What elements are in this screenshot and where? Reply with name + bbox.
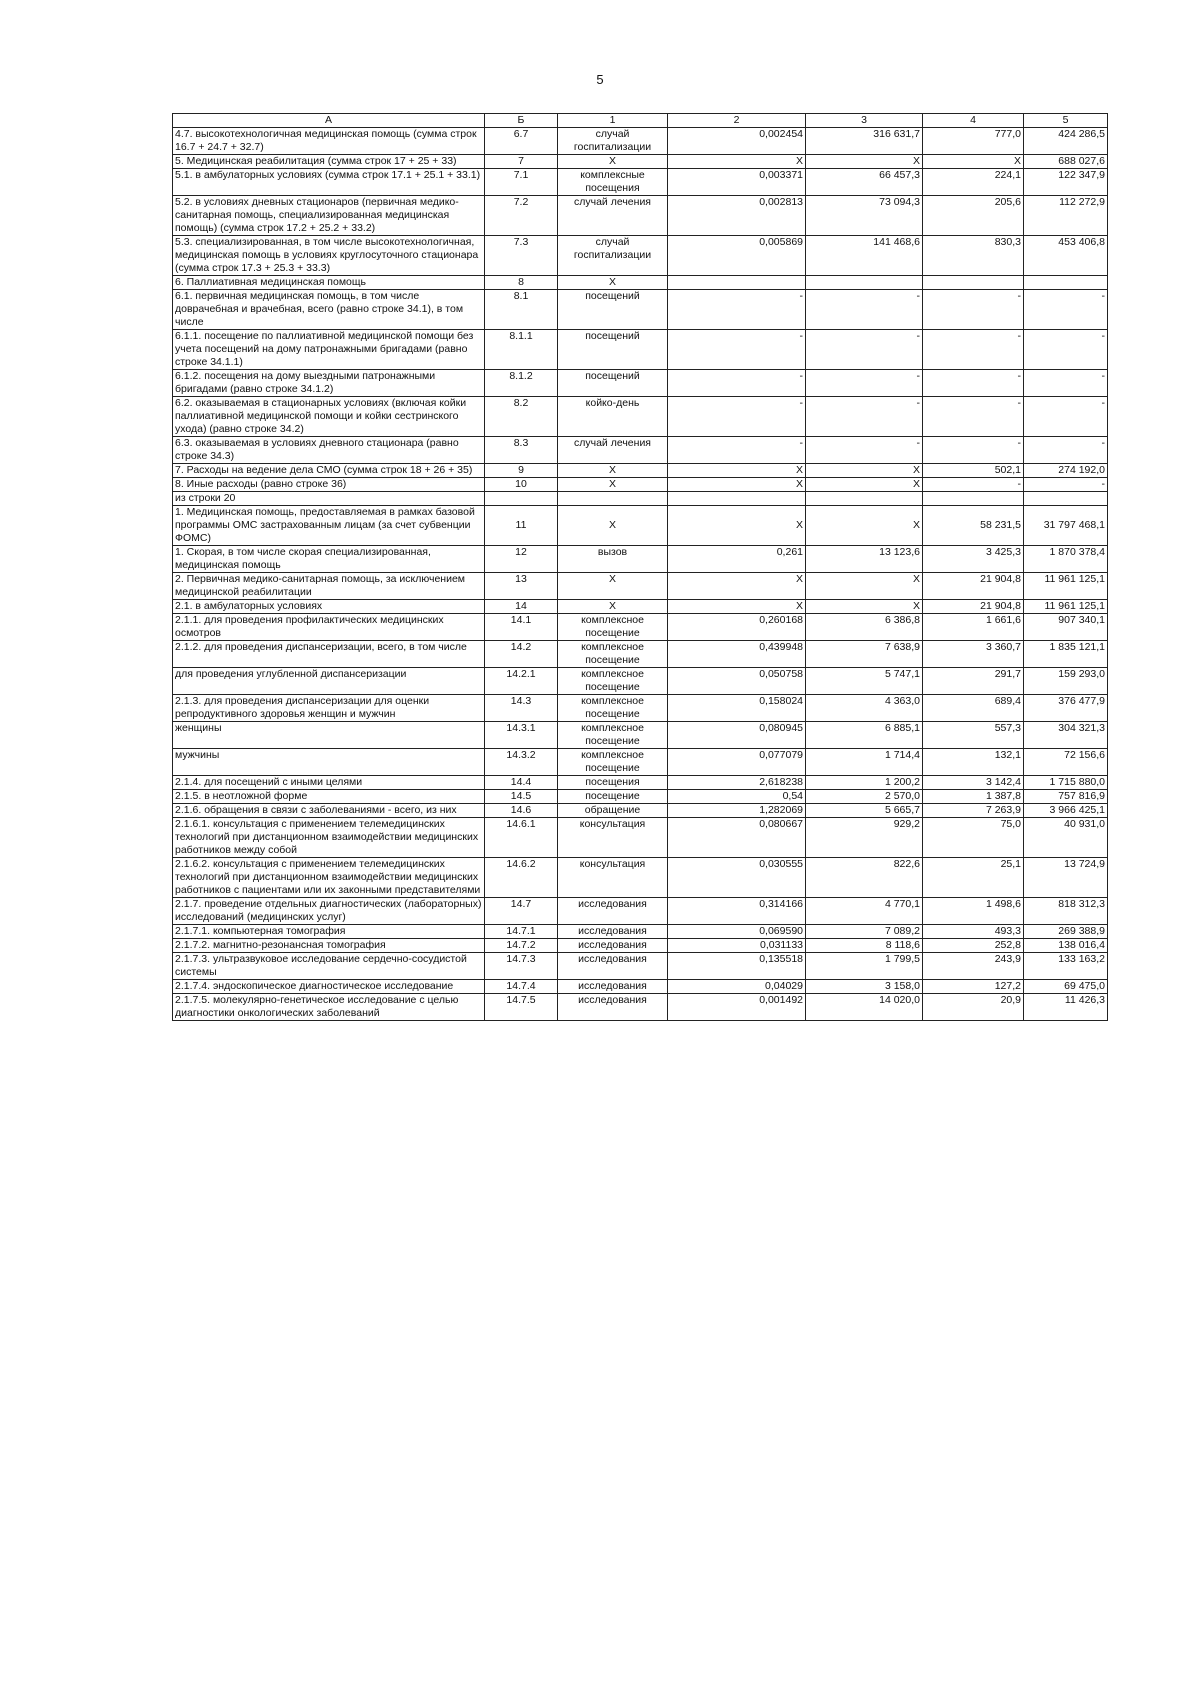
cell-col-5: 11 961 125,1 <box>1024 573 1108 600</box>
cell-row-code: 10 <box>485 478 558 492</box>
table-row <box>173 818 1108 858</box>
cell-col-4: - <box>923 290 1024 330</box>
cell-row-code: 14.6.1 <box>485 818 558 858</box>
cell-col-4: 291,7 <box>923 668 1024 695</box>
cell-description: 6.1.1. посещение по паллиативной медицинской помощи без учета посещений на дому патронажными бригадами (равно строке 34.1.1) <box>173 330 485 370</box>
cell-unit: случай госпитализации <box>558 236 668 276</box>
cell-col-4: - <box>923 370 1024 397</box>
table-row <box>173 994 1108 1021</box>
cell-row-code: 8.1 <box>485 290 558 330</box>
cell-col-5: 159 293,0 <box>1024 668 1108 695</box>
cell-col-4: 127,2 <box>923 980 1024 994</box>
cell-unit: исследования <box>558 925 668 939</box>
cell-col-4: 224,1 <box>923 169 1024 196</box>
cell-col-4: 1 387,8 <box>923 790 1024 804</box>
table-row <box>173 804 1108 818</box>
table-row <box>173 397 1108 437</box>
cell-col-4: 20,9 <box>923 994 1024 1021</box>
data-table <box>172 113 1108 1021</box>
cell-col-5: 274 192,0 <box>1024 464 1108 478</box>
cell-row-code: 14.3.2 <box>485 749 558 776</box>
cell-col-4: 21 904,8 <box>923 573 1024 600</box>
cell-row-code: 14.6.2 <box>485 858 558 898</box>
table-row <box>173 492 1108 506</box>
cell-col-5: 688 027,6 <box>1024 155 1108 169</box>
cell-col-3: Х <box>806 478 923 492</box>
cell-col-2: 0,001492 <box>668 994 806 1021</box>
cell-col-4: 830,3 <box>923 236 1024 276</box>
cell-col-4: Х <box>923 155 1024 169</box>
table-row <box>173 898 1108 925</box>
cell-description: 6.1.2. посещения на дому выездными патронажными бригадами (равно строке 34.1.2) <box>173 370 485 397</box>
cell-col-2: 0,005869 <box>668 236 806 276</box>
cell-description: 5.2. в условиях дневных стационаров (первичная медико-санитарная помощь, специализированная медицинская помощь) (сумма строк 17.2 + 25.2 + 33.2) <box>173 196 485 236</box>
cell-col-2: - <box>668 290 806 330</box>
cell-unit: посещений <box>558 290 668 330</box>
cell-col-3: - <box>806 397 923 437</box>
cell-description: 2.1.4. для посещений с иными целями <box>173 776 485 790</box>
cell-unit: случай лечения <box>558 196 668 236</box>
cell-col-2: 0,439948 <box>668 641 806 668</box>
cell-row-code: 7.1 <box>485 169 558 196</box>
cell-col-5 <box>1024 276 1108 290</box>
cell-col-5: 11 961 125,1 <box>1024 600 1108 614</box>
table-row <box>173 478 1108 492</box>
cell-description: 6.2. оказываемая в стационарных условиях (включая койки паллиативной медицинской помощи и койки сестринского ухода) (равно строке 34.2) <box>173 397 485 437</box>
cell-description: 2.1.7.5. молекулярно-генетическое исследование с целью диагностики онкологических заболеваний <box>173 994 485 1021</box>
cell-col-2: Х <box>668 506 806 546</box>
table-row <box>173 953 1108 980</box>
cell-col-3: Х <box>806 600 923 614</box>
cell-row-code: 11 <box>485 506 558 546</box>
cell-col-3: 5 665,7 <box>806 804 923 818</box>
cell-row-code: 14.7.1 <box>485 925 558 939</box>
cell-col-4: 252,8 <box>923 939 1024 953</box>
cell-col-2: 0,002813 <box>668 196 806 236</box>
cell-description: из строки 20 <box>173 492 485 506</box>
table-row <box>173 614 1108 641</box>
cell-col-4: 58 231,5 <box>923 506 1024 546</box>
table-row <box>173 600 1108 614</box>
cell-unit: вызов <box>558 546 668 573</box>
cell-unit: исследования <box>558 898 668 925</box>
table-row <box>173 437 1108 464</box>
cell-col-2: 0,158024 <box>668 695 806 722</box>
cell-col-3: 14 020,0 <box>806 994 923 1021</box>
cell-col-3: 4 770,1 <box>806 898 923 925</box>
cell-unit: обращение <box>558 804 668 818</box>
cell-col-2: - <box>668 437 806 464</box>
cell-row-code: 8.3 <box>485 437 558 464</box>
cell-col-2: Х <box>668 600 806 614</box>
cell-col-3: - <box>806 290 923 330</box>
cell-col-3: 13 123,6 <box>806 546 923 573</box>
cell-unit: посещений <box>558 330 668 370</box>
table-row <box>173 546 1108 573</box>
cell-unit: исследования <box>558 939 668 953</box>
cell-row-code <box>485 492 558 506</box>
cell-unit: посещения <box>558 776 668 790</box>
cell-col-5: 424 286,5 <box>1024 128 1108 155</box>
cell-col-3: - <box>806 437 923 464</box>
table-row <box>173 925 1108 939</box>
cell-col-2: 0,080667 <box>668 818 806 858</box>
cell-col-3: 8 118,6 <box>806 939 923 953</box>
cell-col-3: Х <box>806 464 923 478</box>
cell-col-3: Х <box>806 573 923 600</box>
cell-col-3: Х <box>806 155 923 169</box>
cell-col-5: 757 816,9 <box>1024 790 1108 804</box>
cell-description: 2.1.6.1. консультация с применением телемедицинских технологий при дистанционном взаимодействии медицинских работников между собой <box>173 818 485 858</box>
cell-col-3: 929,2 <box>806 818 923 858</box>
cell-col-3: 1 714,4 <box>806 749 923 776</box>
cell-description: 2.1.2. для проведения диспансеризации, всего, в том числе <box>173 641 485 668</box>
cell-col-3: 5 747,1 <box>806 668 923 695</box>
table-row <box>173 980 1108 994</box>
table-row <box>173 155 1108 169</box>
cell-col-4: - <box>923 330 1024 370</box>
cell-col-3: 316 631,7 <box>806 128 923 155</box>
cell-col-2: 0,260168 <box>668 614 806 641</box>
table-row <box>173 128 1108 155</box>
cell-unit: посещение <box>558 790 668 804</box>
cell-col-2: Х <box>668 155 806 169</box>
cell-unit: комплексное посещение <box>558 668 668 695</box>
cell-col-4: 75,0 <box>923 818 1024 858</box>
cell-unit: комплексное посещение <box>558 722 668 749</box>
cell-col-2: Х <box>668 478 806 492</box>
cell-description: женщины <box>173 722 485 749</box>
cell-unit <box>558 492 668 506</box>
cell-description: 2.1.7.2. магнитно-резонансная томография <box>173 939 485 953</box>
cell-description: 2.1.7. проведение отдельных диагностических (лабораторных) исследований (медицинских услуг) <box>173 898 485 925</box>
cell-col-4 <box>923 492 1024 506</box>
cell-unit: Х <box>558 573 668 600</box>
cell-col-5: 72 156,6 <box>1024 749 1108 776</box>
cell-col-3: 1 200,2 <box>806 776 923 790</box>
cell-col-5: 11 426,3 <box>1024 994 1108 1021</box>
table-row <box>173 290 1108 330</box>
cell-col-4: 3 425,3 <box>923 546 1024 573</box>
cell-col-4: 3 142,4 <box>923 776 1024 790</box>
table-row <box>173 573 1108 600</box>
cell-col-4: 557,3 <box>923 722 1024 749</box>
cell-unit: случай лечения <box>558 437 668 464</box>
table-row <box>173 169 1108 196</box>
cell-col-2: 0,080945 <box>668 722 806 749</box>
cell-col-3: 6 386,8 <box>806 614 923 641</box>
cell-col-2: 0,002454 <box>668 128 806 155</box>
cell-unit: исследования <box>558 994 668 1021</box>
cell-unit: случай госпитализации <box>558 128 668 155</box>
cell-col-2: 0,54 <box>668 790 806 804</box>
cell-col-2 <box>668 276 806 290</box>
cell-col-5: - <box>1024 290 1108 330</box>
cell-col-4: - <box>923 478 1024 492</box>
cell-description: 2.1.7.1. компьютерная томография <box>173 925 485 939</box>
cell-col-3: 4 363,0 <box>806 695 923 722</box>
cell-col-3: 6 885,1 <box>806 722 923 749</box>
table-row <box>173 330 1108 370</box>
cell-row-code: 13 <box>485 573 558 600</box>
table-row <box>173 464 1108 478</box>
cell-description: 2.1.6.2. консультация с применением телемедицинских технологий при дистанционном взаимодействии медицинских работников с пациентами или их законными представителями <box>173 858 485 898</box>
cell-col-3: 822,6 <box>806 858 923 898</box>
cell-row-code: 14.7.3 <box>485 953 558 980</box>
cell-col-2: 0,077079 <box>668 749 806 776</box>
cell-description: 8. Иные расходы (равно строке 36) <box>173 478 485 492</box>
cell-row-code: 8 <box>485 276 558 290</box>
cell-col-5: 453 406,8 <box>1024 236 1108 276</box>
cell-description: 2.1.5. в неотложной форме <box>173 790 485 804</box>
column-header-a: А <box>173 114 485 128</box>
cell-unit: Х <box>558 506 668 546</box>
cell-description: 6.1. первичная медицинская помощь, в том числе доврачебная и врачебная, всего (равно строке 34.1), в том числе <box>173 290 485 330</box>
table-row <box>173 276 1108 290</box>
cell-row-code: 12 <box>485 546 558 573</box>
cell-row-code: 7.3 <box>485 236 558 276</box>
cell-description: 2.1.7.3. ультразвуковое исследование сердечно-сосудистой системы <box>173 953 485 980</box>
cell-col-5: - <box>1024 397 1108 437</box>
cell-col-3 <box>806 492 923 506</box>
cell-col-2: 0,050758 <box>668 668 806 695</box>
table-body <box>173 128 1108 1021</box>
cell-unit: Х <box>558 155 668 169</box>
cell-unit: комплексное посещение <box>558 641 668 668</box>
cell-col-5 <box>1024 492 1108 506</box>
cell-description: 2.1.3. для проведения диспансеризации для оценки репродуктивного здоровья женщин и мужчин <box>173 695 485 722</box>
cell-row-code: 7 <box>485 155 558 169</box>
table-row <box>173 939 1108 953</box>
cell-col-3: 66 457,3 <box>806 169 923 196</box>
cell-col-5: 269 388,9 <box>1024 925 1108 939</box>
cell-row-code: 14.7.2 <box>485 939 558 953</box>
table-row <box>173 749 1108 776</box>
cell-col-2: 0,069590 <box>668 925 806 939</box>
table-row <box>173 370 1108 397</box>
cell-col-3: - <box>806 330 923 370</box>
cell-col-2 <box>668 492 806 506</box>
cell-col-4 <box>923 276 1024 290</box>
cell-description: 2.1.7.4. эндоскопическое диагностическое исследование <box>173 980 485 994</box>
cell-unit: Х <box>558 464 668 478</box>
table-row <box>173 695 1108 722</box>
cell-col-4: - <box>923 397 1024 437</box>
cell-col-2: 1,282069 <box>668 804 806 818</box>
table-row <box>173 790 1108 804</box>
column-header-2: 2 <box>668 114 806 128</box>
column-header-4: 4 <box>923 114 1024 128</box>
cell-col-4: 25,1 <box>923 858 1024 898</box>
cell-col-5: - <box>1024 437 1108 464</box>
cell-unit: Х <box>558 600 668 614</box>
cell-description: 4.7. высокотехнологичная медицинская помощь (сумма строк 16.7 + 24.7 + 32.7) <box>173 128 485 155</box>
cell-unit: комплексное посещение <box>558 614 668 641</box>
cell-row-code: 14.7.5 <box>485 994 558 1021</box>
cell-col-3: - <box>806 370 923 397</box>
cell-col-4: 1 661,6 <box>923 614 1024 641</box>
column-header-5: 5 <box>1024 114 1108 128</box>
cell-col-5: 907 340,1 <box>1024 614 1108 641</box>
cell-col-3: 2 570,0 <box>806 790 923 804</box>
cell-unit: комплексное посещение <box>558 695 668 722</box>
cell-col-2: 0,031133 <box>668 939 806 953</box>
cell-row-code: 14.4 <box>485 776 558 790</box>
column-header-3: 3 <box>806 114 923 128</box>
cell-unit: консультация <box>558 818 668 858</box>
cell-row-code: 8.1.2 <box>485 370 558 397</box>
cell-description: 7. Расходы на ведение дела СМО (сумма строк 18 + 26 + 35) <box>173 464 485 478</box>
cell-description: 2. Первичная медико-санитарная помощь, за исключением медицинской реабилитации <box>173 573 485 600</box>
cell-row-code: 14.3 <box>485 695 558 722</box>
table-row <box>173 668 1108 695</box>
cell-row-code: 14.3.1 <box>485 722 558 749</box>
cell-col-5: 376 477,9 <box>1024 695 1108 722</box>
cell-description: 2.1.6. обращения в связи с заболеваниями - всего, из них <box>173 804 485 818</box>
cell-col-4: 502,1 <box>923 464 1024 478</box>
cell-row-code: 14.2 <box>485 641 558 668</box>
cell-description: 6. Паллиативная медицинская помощь <box>173 276 485 290</box>
cell-col-5: 1 870 378,4 <box>1024 546 1108 573</box>
cell-col-3: Х <box>806 506 923 546</box>
cell-row-code: 8.1.1 <box>485 330 558 370</box>
cell-col-3: 1 799,5 <box>806 953 923 980</box>
cell-unit: посещений <box>558 370 668 397</box>
cell-col-2: 0,314166 <box>668 898 806 925</box>
cell-col-2: Х <box>668 573 806 600</box>
table-row <box>173 858 1108 898</box>
cell-description: 6.3. оказываемая в условиях дневного стационара (равно строке 34.3) <box>173 437 485 464</box>
cell-col-2: - <box>668 330 806 370</box>
column-header-b: Б <box>485 114 558 128</box>
cell-col-3: 3 158,0 <box>806 980 923 994</box>
cell-col-5: 3 966 425,1 <box>1024 804 1108 818</box>
cell-col-3: 73 094,3 <box>806 196 923 236</box>
cell-col-4: 205,6 <box>923 196 1024 236</box>
cell-col-4: 689,4 <box>923 695 1024 722</box>
cell-description: мужчины <box>173 749 485 776</box>
cell-col-2: 0,04029 <box>668 980 806 994</box>
cell-col-2: 0,135518 <box>668 953 806 980</box>
cell-col-2: 0,261 <box>668 546 806 573</box>
cell-col-3: 7 089,2 <box>806 925 923 939</box>
cell-unit: комплексное посещение <box>558 749 668 776</box>
cell-col-2: 0,030555 <box>668 858 806 898</box>
cell-description: для проведения углубленной диспансеризации <box>173 668 485 695</box>
table-row <box>173 722 1108 749</box>
cell-col-5: 112 272,9 <box>1024 196 1108 236</box>
cell-description: 5.1. в амбулаторных условиях (сумма строк 17.1 + 25.1 + 33.1) <box>173 169 485 196</box>
table-row <box>173 641 1108 668</box>
cell-col-5: 818 312,3 <box>1024 898 1108 925</box>
column-header-1: 1 <box>558 114 668 128</box>
cell-col-4: 243,9 <box>923 953 1024 980</box>
table-row <box>173 196 1108 236</box>
cell-col-2: 0,003371 <box>668 169 806 196</box>
cell-col-3: 7 638,9 <box>806 641 923 668</box>
cell-col-5: - <box>1024 370 1108 397</box>
table-row <box>173 776 1108 790</box>
cell-row-code: 14.2.1 <box>485 668 558 695</box>
cell-col-4: 21 904,8 <box>923 600 1024 614</box>
page-number: 5 <box>596 72 604 87</box>
cell-col-2: 2,618238 <box>668 776 806 790</box>
cell-col-2: - <box>668 370 806 397</box>
cell-row-code: 14 <box>485 600 558 614</box>
cell-col-2: Х <box>668 464 806 478</box>
cell-col-4: 1 498,6 <box>923 898 1024 925</box>
cell-row-code: 14.7 <box>485 898 558 925</box>
cell-description: 1. Скорая, в том числе скорая специализированная, медицинская помощь <box>173 546 485 573</box>
cell-col-5: 40 931,0 <box>1024 818 1108 858</box>
cell-col-4: 7 263,9 <box>923 804 1024 818</box>
cell-description: 5.3. специализированная, в том числе высокотехнологичная, медицинская помощь в условиях круглосуточного стационара (сумма строк 17.3 + 25.3 + 33.3) <box>173 236 485 276</box>
cell-col-5: 1 835 121,1 <box>1024 641 1108 668</box>
cell-unit: Х <box>558 276 668 290</box>
cell-col-3: 141 468,6 <box>806 236 923 276</box>
cell-unit: комплексные посещения <box>558 169 668 196</box>
cell-row-code: 14.7.4 <box>485 980 558 994</box>
cell-unit: койко-день <box>558 397 668 437</box>
cell-description: 2.1. в амбулаторных условиях <box>173 600 485 614</box>
cell-col-4: 132,1 <box>923 749 1024 776</box>
cell-col-5: 138 016,4 <box>1024 939 1108 953</box>
cell-col-5: 31 797 468,1 <box>1024 506 1108 546</box>
cell-unit: консультация <box>558 858 668 898</box>
cell-col-4: 777,0 <box>923 128 1024 155</box>
cell-row-code: 14.1 <box>485 614 558 641</box>
cell-row-code: 14.6 <box>485 804 558 818</box>
cell-col-4: 493,3 <box>923 925 1024 939</box>
cell-unit: исследования <box>558 980 668 994</box>
cell-row-code: 7.2 <box>485 196 558 236</box>
cell-description: 2.1.1. для проведения профилактических медицинских осмотров <box>173 614 485 641</box>
cell-row-code: 14.5 <box>485 790 558 804</box>
cell-col-5: - <box>1024 478 1108 492</box>
cell-row-code: 6.7 <box>485 128 558 155</box>
cell-col-4: - <box>923 437 1024 464</box>
cell-col-5: 13 724,9 <box>1024 858 1108 898</box>
cell-unit: исследования <box>558 953 668 980</box>
cell-col-5: 133 163,2 <box>1024 953 1108 980</box>
cell-description: 1. Медицинская помощь, предоставляемая в рамках базовой программы ОМС застрахованным лицам (за счет субвенции ФОМС) <box>173 506 485 546</box>
header-row <box>173 114 1108 128</box>
cell-col-5: - <box>1024 330 1108 370</box>
cell-col-5: 122 347,9 <box>1024 169 1108 196</box>
cell-col-4: 3 360,7 <box>923 641 1024 668</box>
cell-col-2: - <box>668 397 806 437</box>
cell-col-5: 69 475,0 <box>1024 980 1108 994</box>
cell-row-code: 9 <box>485 464 558 478</box>
cell-description: 5. Медицинская реабилитация (сумма строк 17 + 25 + 33) <box>173 155 485 169</box>
cell-col-5: 304 321,3 <box>1024 722 1108 749</box>
cell-col-3 <box>806 276 923 290</box>
table-row <box>173 236 1108 276</box>
cell-unit: Х <box>558 478 668 492</box>
cell-row-code: 8.2 <box>485 397 558 437</box>
table-row <box>173 506 1108 546</box>
cell-col-5: 1 715 880,0 <box>1024 776 1108 790</box>
